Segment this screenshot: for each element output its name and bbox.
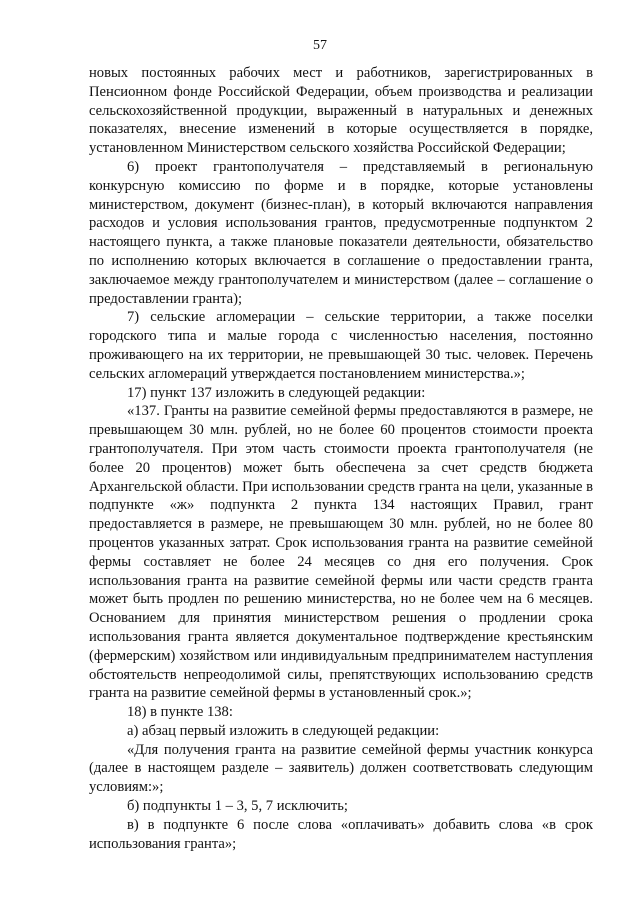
paragraph-continuation: новых постоянных рабочих мест и работников, зарегистрированных в Пенсионном фонде Российской Федерации, объем производства и реализации сельскохозяйственной продукции, выраженный в натуральных и денежных показателях, внесение изменений в которые осуществляется в порядке, установленном Министерством сельского хозяйства Российской Федерации;	[89, 65, 593, 157]
paragraph-subitem-b: б) подпункты 1 – 3, 5, 7 исключить;	[127, 798, 348, 815]
paragraph-item-17: 17) пункт 137 изложить в следующей редакции:	[127, 384, 426, 401]
paragraph-clause-137: «137. Гранты на развитие семейной фермы предоставляются в размере, не превышающем 30 млн. рублей, но не более 60 процентов стоимости проекта грантополучателя. При этом часть стоимости проекта грантополучателя (не более 20 процентов) может быть обеспечена за счет средств бюджета Архангельской области. При использовании средств гранта на цели, указанные в подпункте «ж» подпункта 2 пункта 134 настоящих Правил, грант предоставляется в размере, не превышающем 30 млн. рублей, но не более 80 процентов указанных затрат. Срок использования гранта на развитие семейной фермы составляет не более 24 месяцев со дня его получения. Срок использования гранта на развитие семейной фермы или части средств гранта может быть продлен по решению министерства, но не более чем на 6 месяцев. Основанием для принятия министерством решения о продлении срока использования гранта является документальное подтверждение крестьянским (фермерским) хозяйством или индивидуальным предпринимателем наступления обстоятельств непреодолимой силы, препятствующих использованию средств гранта на развитие семейной фермы в установленный срок.»;	[89, 403, 593, 702]
paragraph-item-7: 7) сельские агломерации – сельские территории, а также поселки городского типа и малые города с численностью населения, постоянно проживающего на их территории, не превышающей 30 тыс. человек. Перечень сельских агломераций утверждается постановлением министерства.»;	[89, 309, 593, 382]
paragraph-quote: «Для получения гранта на развитие семейной фермы участник конкурса (далее в настоящем разделе – заявитель) должен соответствовать следующим условиям:»;	[89, 741, 593, 796]
paragraph-subitem-v: в) в подпункте 6 после слова «оплачивать» добавить слова «в срок использования гранта»;	[89, 816, 593, 852]
page-number: 57	[313, 38, 327, 53]
paragraph-item-18: 18) в пункте 138:	[127, 704, 233, 721]
paragraph-subitem-a: а) абзац первый изложить в следующей редакции:	[127, 722, 440, 739]
document-body	[89, 64, 593, 853]
paragraph-item-6: 6) проект грантополучателя – представляемый в региональную конкурсную комиссию по форме и в порядке, которые установлены министерством, документ (бизнес-план), в который включаются направления расходов и условия использования грантов, предусмотренные подпунктом 2 настоящего пункта, а также плановые показатели деятельности, обязательство по исполнению которых включается в соглашение о предоставлении гранта, заключаемое между грантополучателем и министерством (далее – соглашение о предоставлении гранта);	[89, 158, 593, 307]
